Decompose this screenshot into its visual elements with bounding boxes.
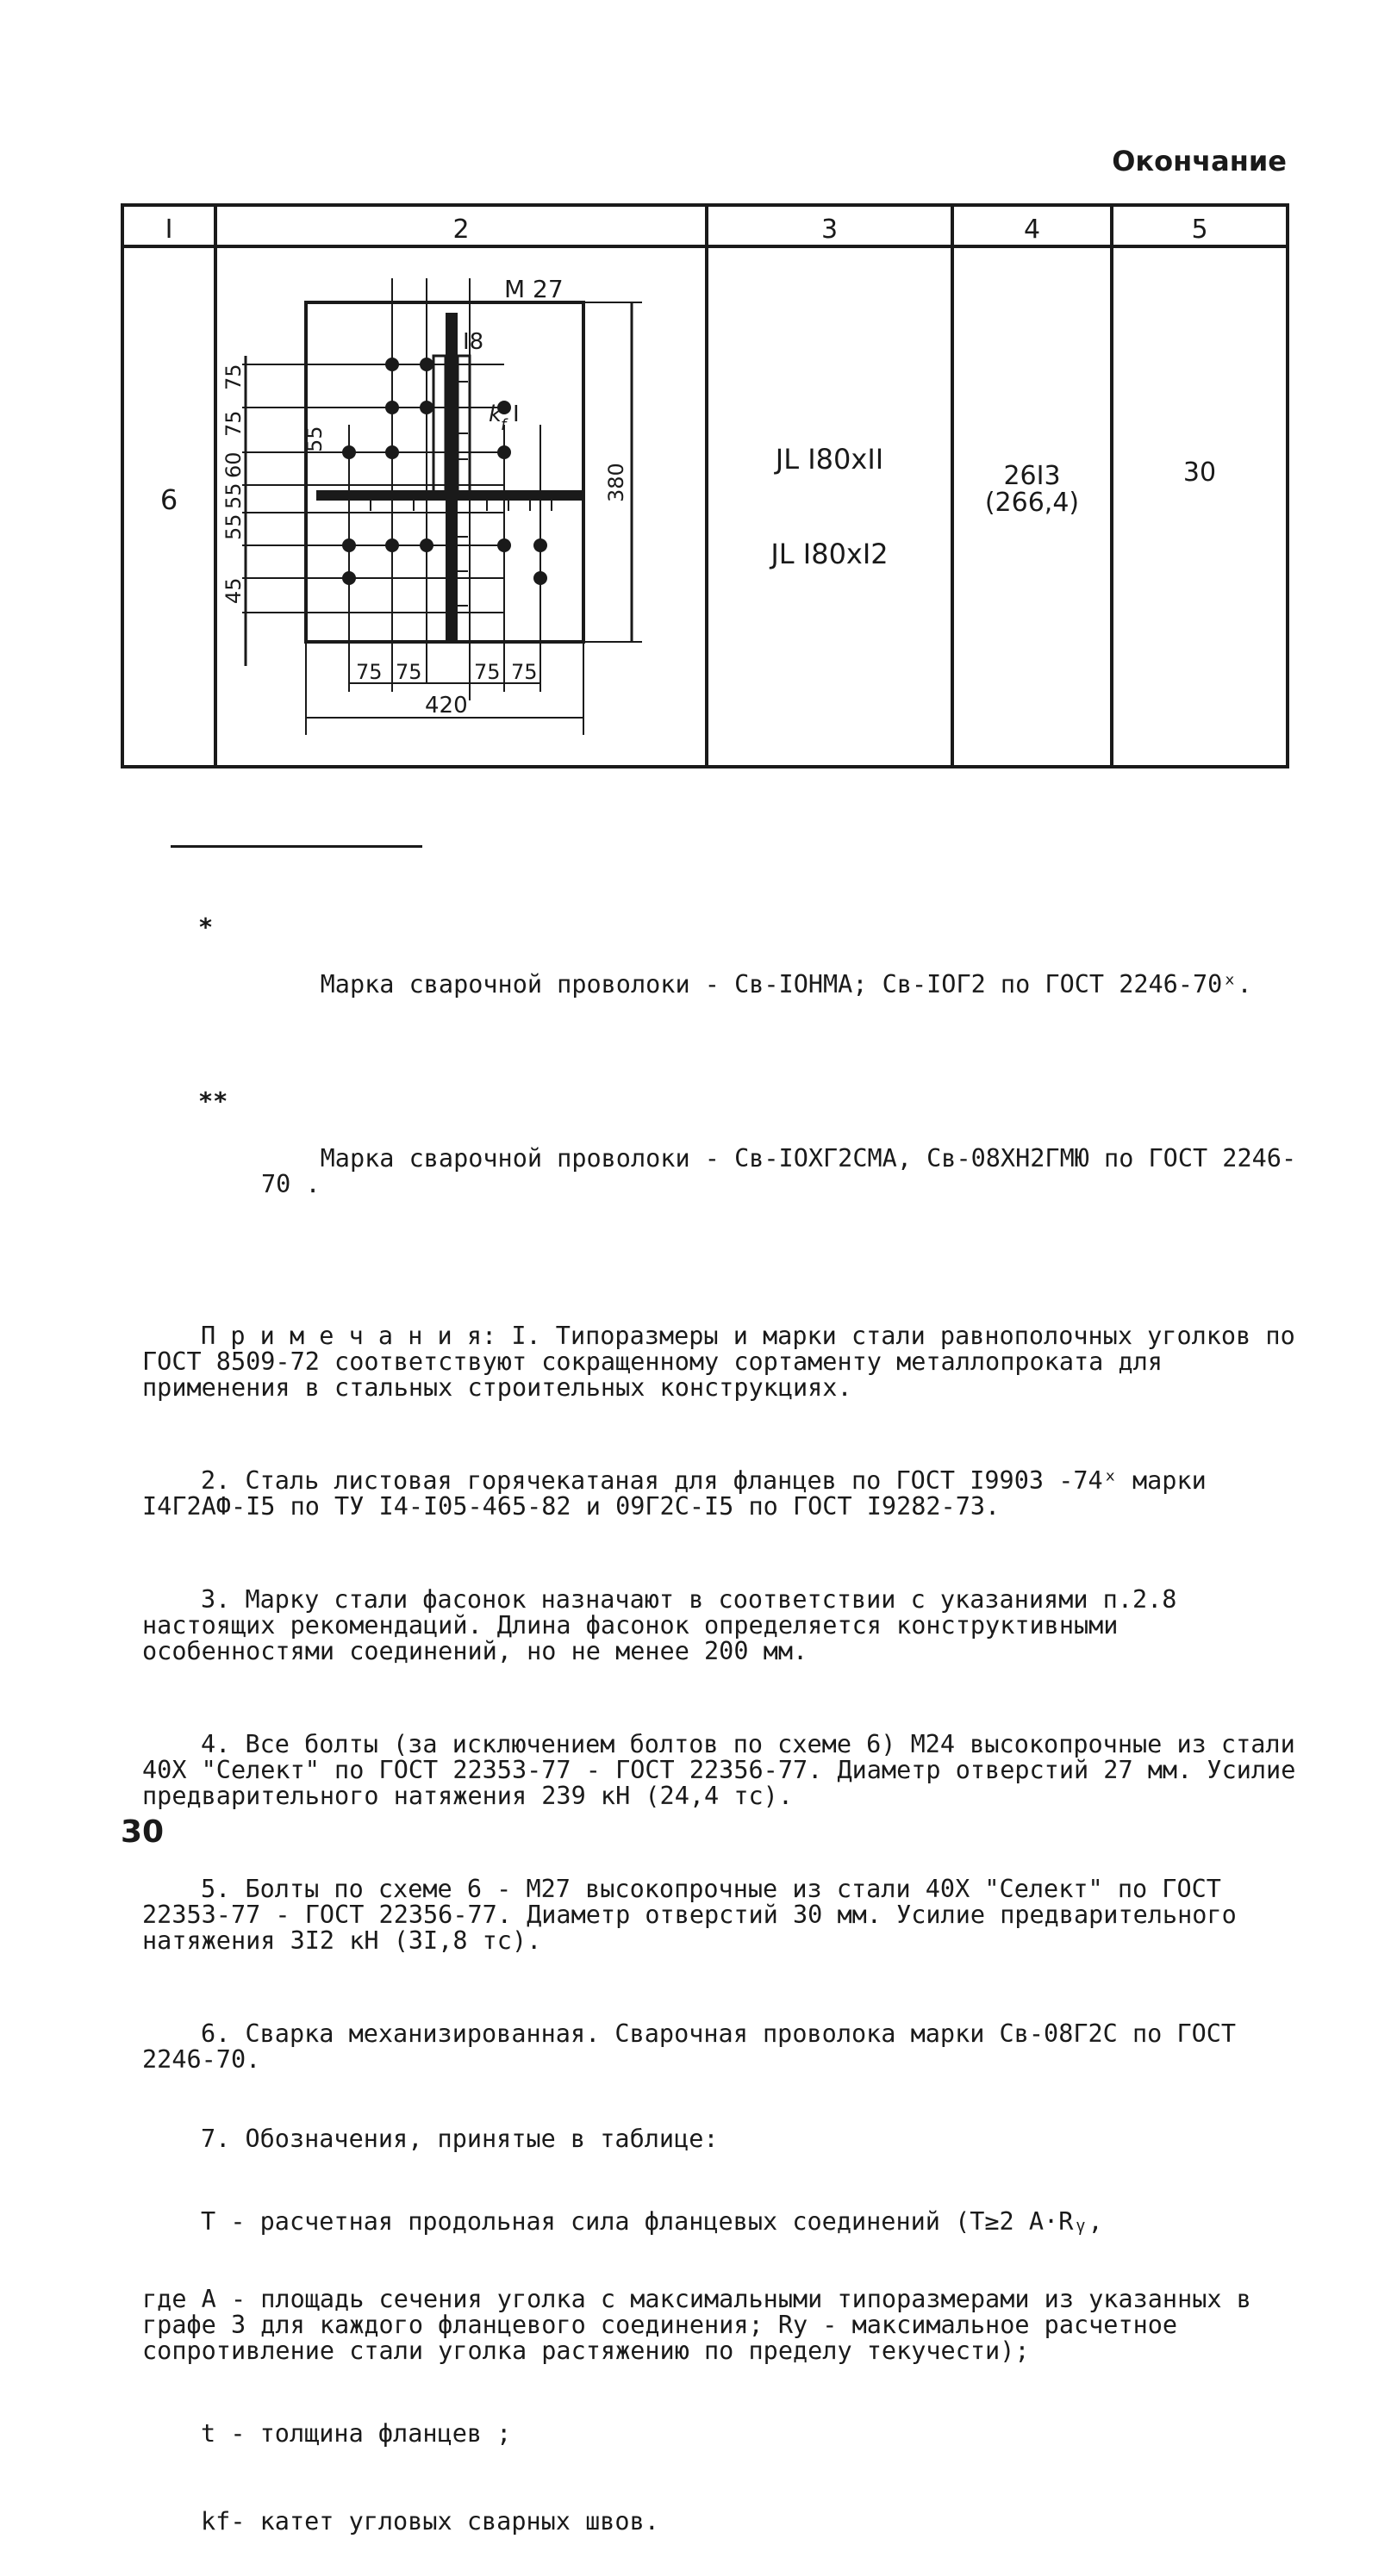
dim-bottom-2: 75 (396, 660, 422, 684)
footnote-1 (142, 913, 1314, 1024)
flange-label: I8 (463, 329, 484, 355)
header-col-4: 4 (952, 205, 1112, 246)
angle-profiles (707, 246, 952, 767)
note-3: 3. Марку стали фасонок назначают в соответствии с указаниями п.2.8 настоящих рекомендаций. Длина фасонок определяется конструктивными особенностями соединений, но не менее 200 мм. (142, 1585, 1192, 1665)
header-col-1: I (122, 205, 215, 246)
table-header-row (122, 205, 1288, 246)
note-5: 5. Болты по схеме 6 - М27 высокопрочные из стали 40Х "Селект" по ГОСТ 22353-77 - ГОСТ 22356-77. Диаметр отверстий 30 мм. Усилие предварительного натяжения 3I2 кН (3I,8 тс). (142, 1875, 1251, 1955)
note-6: 6. Сварка механизированная. Сварочная проволока марки Св-08Г2С по ГОСТ 2246-70. (142, 2019, 1251, 2074)
dim-inner: 55 (302, 426, 327, 452)
note-4: 4. Все болты (за исключением болтов по схеме 6) М24 высокопрочные из стали 40Х "Селект" по ГОСТ 22353-77 - ГОСТ 22356-77. Диаметр отверстий 27 мм. Усилие предварительного натяжения 239 кН (24,4 тс). (142, 1730, 1311, 1810)
table-row (122, 246, 1288, 767)
footnote-rule (171, 845, 422, 848)
footnote-2 (142, 1087, 1314, 1223)
angle-profile-2: JL I80xI2 (770, 538, 889, 570)
dim-height: 380 (604, 463, 628, 502)
note-2: 2. Сталь листовая горячекатаная для фланцев по ГОСТ I9903 -74ˣ марки I4Г2АФ-I5 по ТУ I4-I05-465-82 и 09Г2С-I5 по ГОСТ I9282-73. (142, 1466, 1221, 1521)
dim-left-1: 75 (221, 364, 246, 390)
svg-text:k: k (489, 401, 502, 427)
dim-width: 420 (425, 693, 468, 719)
note-where: где А - площадь сечения уголка с максимальными типоразмерами из указанных в графе 3 для каждого фланцевого соединения; Ry - максимальное расчетное сопротивление стали уголка растяжению по пределу текучести); (142, 2285, 1267, 2365)
note-t-thickness: t - толщина фланцев ; (201, 2419, 512, 2448)
dim-left-2: 75 (221, 410, 246, 437)
dim-left-4: 55 (221, 482, 246, 509)
notes-block (142, 868, 1314, 2576)
dim-bottom-1: 75 (356, 660, 383, 684)
page-number: 30 (121, 1814, 165, 1850)
force-tc: (266,4) (984, 488, 1080, 518)
note-1: П р и м е ч а н и я: I. Типоразмеры и марки стали равнополочных уголков по ГОСТ 8509-72 соответствуют сокращенному сортаменту металлопроката для применения в стальных строительных конструкциях. (142, 1322, 1310, 1402)
header-col-2: 2 (215, 205, 707, 246)
continuation-label: Окончание (1112, 145, 1287, 177)
dim-bottom-3: 75 (474, 660, 501, 684)
scheme-drawing-cell (215, 246, 707, 767)
svg-text:f: f (501, 416, 507, 434)
dim-left-3: 60 (221, 451, 246, 478)
data-table (121, 203, 1289, 768)
footnote-mark-1: * (198, 913, 214, 942)
note-t-definition: Т - расчетная продольная сила фланцевых соединений (Т≥2 А·Rᵧ, (201, 2207, 1103, 2236)
note-7: 7. Обозначения, принятые в таблице: (201, 2125, 719, 2153)
force-value (952, 246, 1112, 767)
dim-left-6: 45 (221, 577, 246, 604)
bolt-label: М 27 (504, 275, 564, 303)
dim-bottom-4: 75 (511, 660, 538, 684)
scheme-number: 6 (122, 246, 215, 767)
note-kf: kf- катет угловых сварных швов. (201, 2507, 659, 2536)
angle-profile-1: JL I80xII (775, 443, 884, 476)
svg-text:I: I (513, 401, 520, 427)
dim-left-5: 55 (221, 513, 246, 540)
footnote-mark-2: ** (198, 1087, 228, 1116)
flange-connection-drawing (220, 252, 702, 761)
footnote-text-2: Марка сварочной проволоки - Св-IOХГ2СМА, Св-08ХН2ГМЮ по ГОСТ 2246-70 . (261, 1144, 1297, 1198)
col5-value: 30 (1112, 246, 1288, 767)
footnote-text-1: Марка сварочной проволоки - Св-IOНМА; Св-IOГ2 по ГОСТ 2246-70ˣ. (320, 970, 1252, 999)
header-col-3: 3 (707, 205, 952, 246)
header-col-5: 5 (1112, 205, 1288, 246)
force-kn: 26I3 (1003, 460, 1061, 491)
